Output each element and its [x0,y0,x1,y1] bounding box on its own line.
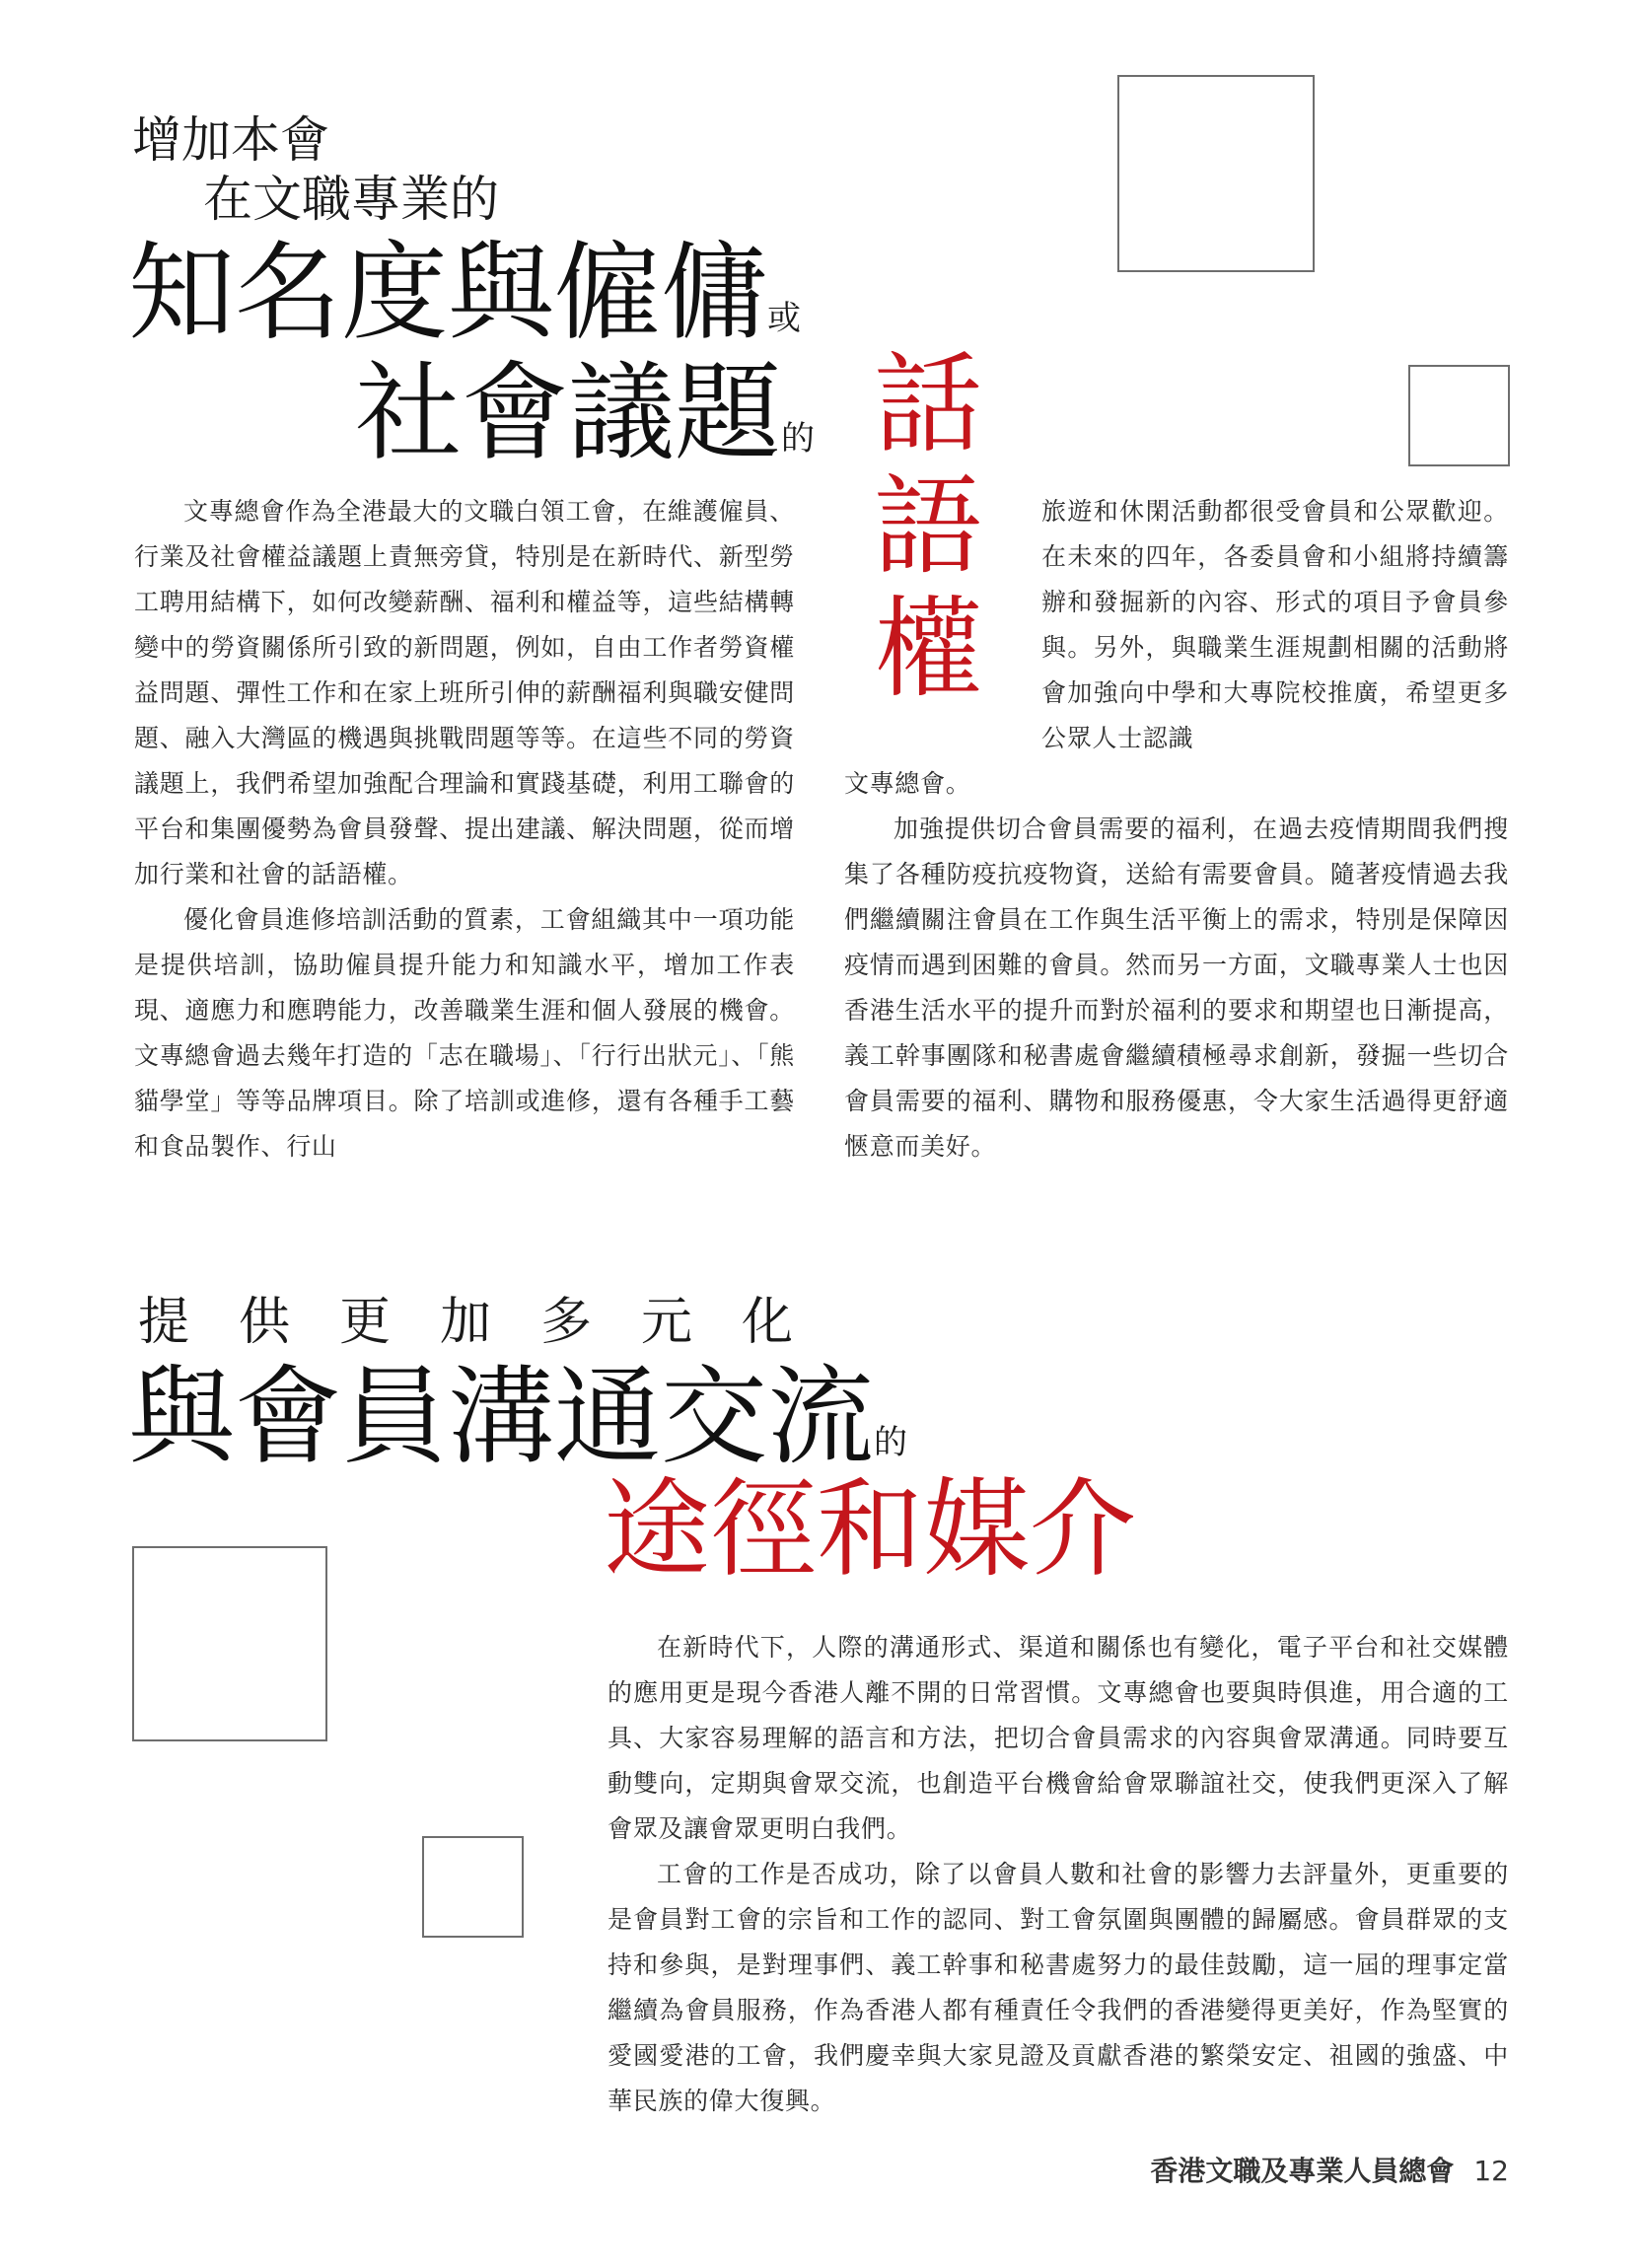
section2-heading-line1: 提供更加多元化 [138,1293,843,1352]
section1-left-column [134,489,795,1169]
section1-right-paragraph-1: 旅遊和休閑活動都很受會員和公眾歡迎。在未來的四年，各委員會和小組將持續籌辦和發掘新的內容、形式的項目予會員參與。另外，與職業生涯規劃相關的活動將會加強向中學和大專院校推廣，希望更多公眾人士認識 [1041,497,1509,752]
section1-right-paragraph-2: 文專總會。 [844,769,971,798]
section2-conj: 的 [874,1423,908,1462]
page-number: 12 [1473,2155,1509,2187]
vertical-char-3: 權 [874,586,982,712]
section1-conj2: 的 [781,419,816,459]
decorative-frame-left [132,1546,327,1741]
section1-left-paragraph-1: 文專總會作為全港最大的文職白領工會，在維護僱員、行業及社會權益議題上責無旁貸，特別是在新時代、新型勞工聘用結構下，如何改變薪酬、福利和權益等，這些結構轉變中的勞資關係所引致的新問題，例如，自由工作者勞資權益問題、彈性工作和在家上班所引伸的薪酬福利與職安健問題、融入大灣區的機遇與挑戰問題等等。在這些不同的勞資議題上，我們希望加強配合理論和實踐基礎，利用工聯會的平台和集團優勢為會員發聲、提出建議、解決問題，從而增加行業和社會的話語權。 [134,497,795,888]
section2-big-text1: 與會員溝通交流 [128,1356,875,1479]
section1-vertical-heading [864,343,992,710]
decorative-frame-small-left [422,1836,524,1938]
decorative-frame-mid-right [1408,365,1510,466]
decorative-frame-top-right [1117,75,1315,272]
vertical-char-2: 語 [874,463,982,590]
vertical-char-1: 話 [874,341,982,467]
section1-big-text1: 知名度與僱傭 [128,232,768,355]
section1-left-paragraph-2: 優化會員進修培訓活動的質素，工會組織其中一項功能是提供培訓，協助僱員提升能力和知識水平，增加工作表現、適應力和應聘能力，改善職業生涯和個人發展的機會。文專總會過去幾年打造的「志在職場」、「行行出狀元」、「熊貓學堂」等等品牌項目。除了培訓或進修，還有各種手工藝和食品製作、行山 [134,905,795,1161]
section1-conj1: 或 [767,299,802,338]
section1-right-column-lower [844,761,1509,1169]
section2-heading-big-line1 [128,1356,908,1479]
section1-heading-line2: 在文職專業的 [203,171,499,228]
section2-body [608,1625,1509,2124]
section1-right-column-upper [1041,489,1509,761]
section2-paragraph-2: 工會的工作是否成功，除了以會員人數和社會的影響力去評量外，更重要的是會員對工會的宗旨和工作的認同、對工會氛圍與團體的歸屬感。會員群眾的支持和參與，是對理事們、義工幹事和秘書處努力的最佳鼓勵，這一屆的理事定當繼續為會員服務，作為香港人都有種責任令我們的香港變得更美好，作為堅實的愛國愛港的工會，我們慶幸與大家見證及貢獻香港的繁榮安定、祖國的強盛、中華民族的偉大復興。 [608,1860,1509,2115]
section1-heading-line1: 增加本會 [132,111,329,169]
footer-org-name: 香港文職及專業人員總會 [1150,2155,1455,2187]
section1-heading-big-line2 [355,352,816,475]
section1-heading-big-line1 [128,232,802,355]
section1-big-text2: 社會議題 [355,352,782,475]
page-footer [1150,2150,1509,2189]
section2-paragraph-1: 在新時代下，人際的溝通形式、渠道和關係也有變化，電子平台和社交媒體的應用更是現今香港人離不開的日常習慣。文專總會也要與時俱進，用合適的工具、大家容易理解的語言和方法，把切合會員需求的內容與會眾溝通。同時要互動雙向，定期與會眾交流，也創造平台機會給會眾聯誼社交，使我們更深入了解會眾及讓會眾更明白我們。 [608,1633,1509,1843]
section2-heading-red: 途徑和媒介 [604,1468,1137,1592]
section1-right-paragraph-3: 加強提供切合會員需要的福利，在過去疫情期間我們搜集了各種防疫抗疫物資，送給有需要會員。隨著疫情過去我們繼續關注會員在工作與生活平衡上的需求，特別是保障因疫情而遇到困難的會員。然而另一方面，文職專業人士也因香港生活水平的提升而對於福利的要求和期望也日漸提高，義工幹事團隊和秘書處會繼續積極尋求創新，發掘一些切合會員需要的福利、購物和服務優惠，令大家生活過得更舒適愜意而美好。 [844,815,1509,1161]
